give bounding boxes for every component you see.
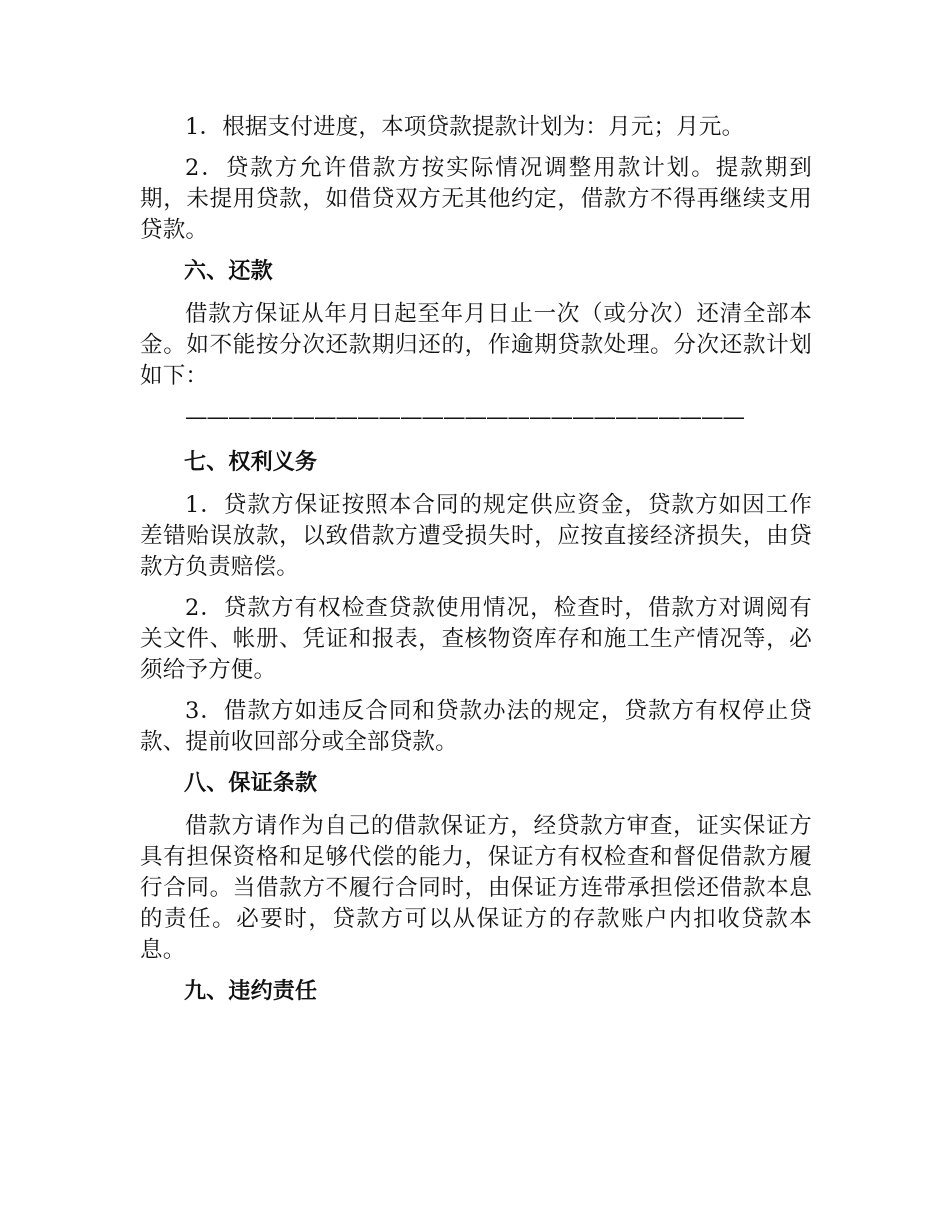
section-heading-guarantee: 八、保证条款 xyxy=(184,771,318,796)
paragraph-guarantee: 借款方请作为自己的借款保证方，经贷款方审查，证实保证方具有担保资格和足够代偿的能力，保证方有权检查和督促借款方履行合同。当借款方不履行合同时，由保证方连带承担偿还借款本息的责任。必要时，贷款方可以从保证方的存款账户内扣收贷款本息。 xyxy=(140,813,812,963)
paragraph-adjust-plan: 2．贷款方允许借款方按实际情况调整用款计划。提款期到期，未提用贷款，如借贷双方无其他约定，借款方不得再继续支用贷款。 xyxy=(140,155,812,243)
paragraph-lender-inspect: 2．贷款方有权检查贷款使用情况，检查时，借款方对调阅有关文件、帐册、凭证和报表，查核物资库存和施工生产情况等，必须给予方便。 xyxy=(140,595,812,683)
blank-line: —————————————————————————— xyxy=(185,404,744,430)
paragraph-lender-supply: 1．贷款方保证按照本合同的规定供应资金，贷款方如因工作差错贻误放款，以致借款方遭受损失时，应按直接经济损失，由贷款方负责赔偿。 xyxy=(140,492,812,580)
document-body xyxy=(140,112,812,1019)
section-heading-rights-obligations: 七、权利义务 xyxy=(184,450,318,475)
section-heading-liability: 九、违约责任 xyxy=(184,979,318,1004)
paragraph-repayment: 借款方保证从年月日起至年月日止一次（或分次）还清全部本金。如不能按分次还款期归还的，作逾期贷款处理。分次还款计划如下： xyxy=(140,301,812,389)
paragraph-drawdown-plan: 1．根据支付进度，本项贷款提款计划为：月元；月元。 xyxy=(185,114,745,140)
paragraph-borrower-violation: 3．借款方如违反合同和贷款办法的规定，贷款方有权停止贷款、提前收回部分或全部贷款。 xyxy=(140,698,812,755)
section-heading-repayment: 六、还款 xyxy=(184,259,273,284)
